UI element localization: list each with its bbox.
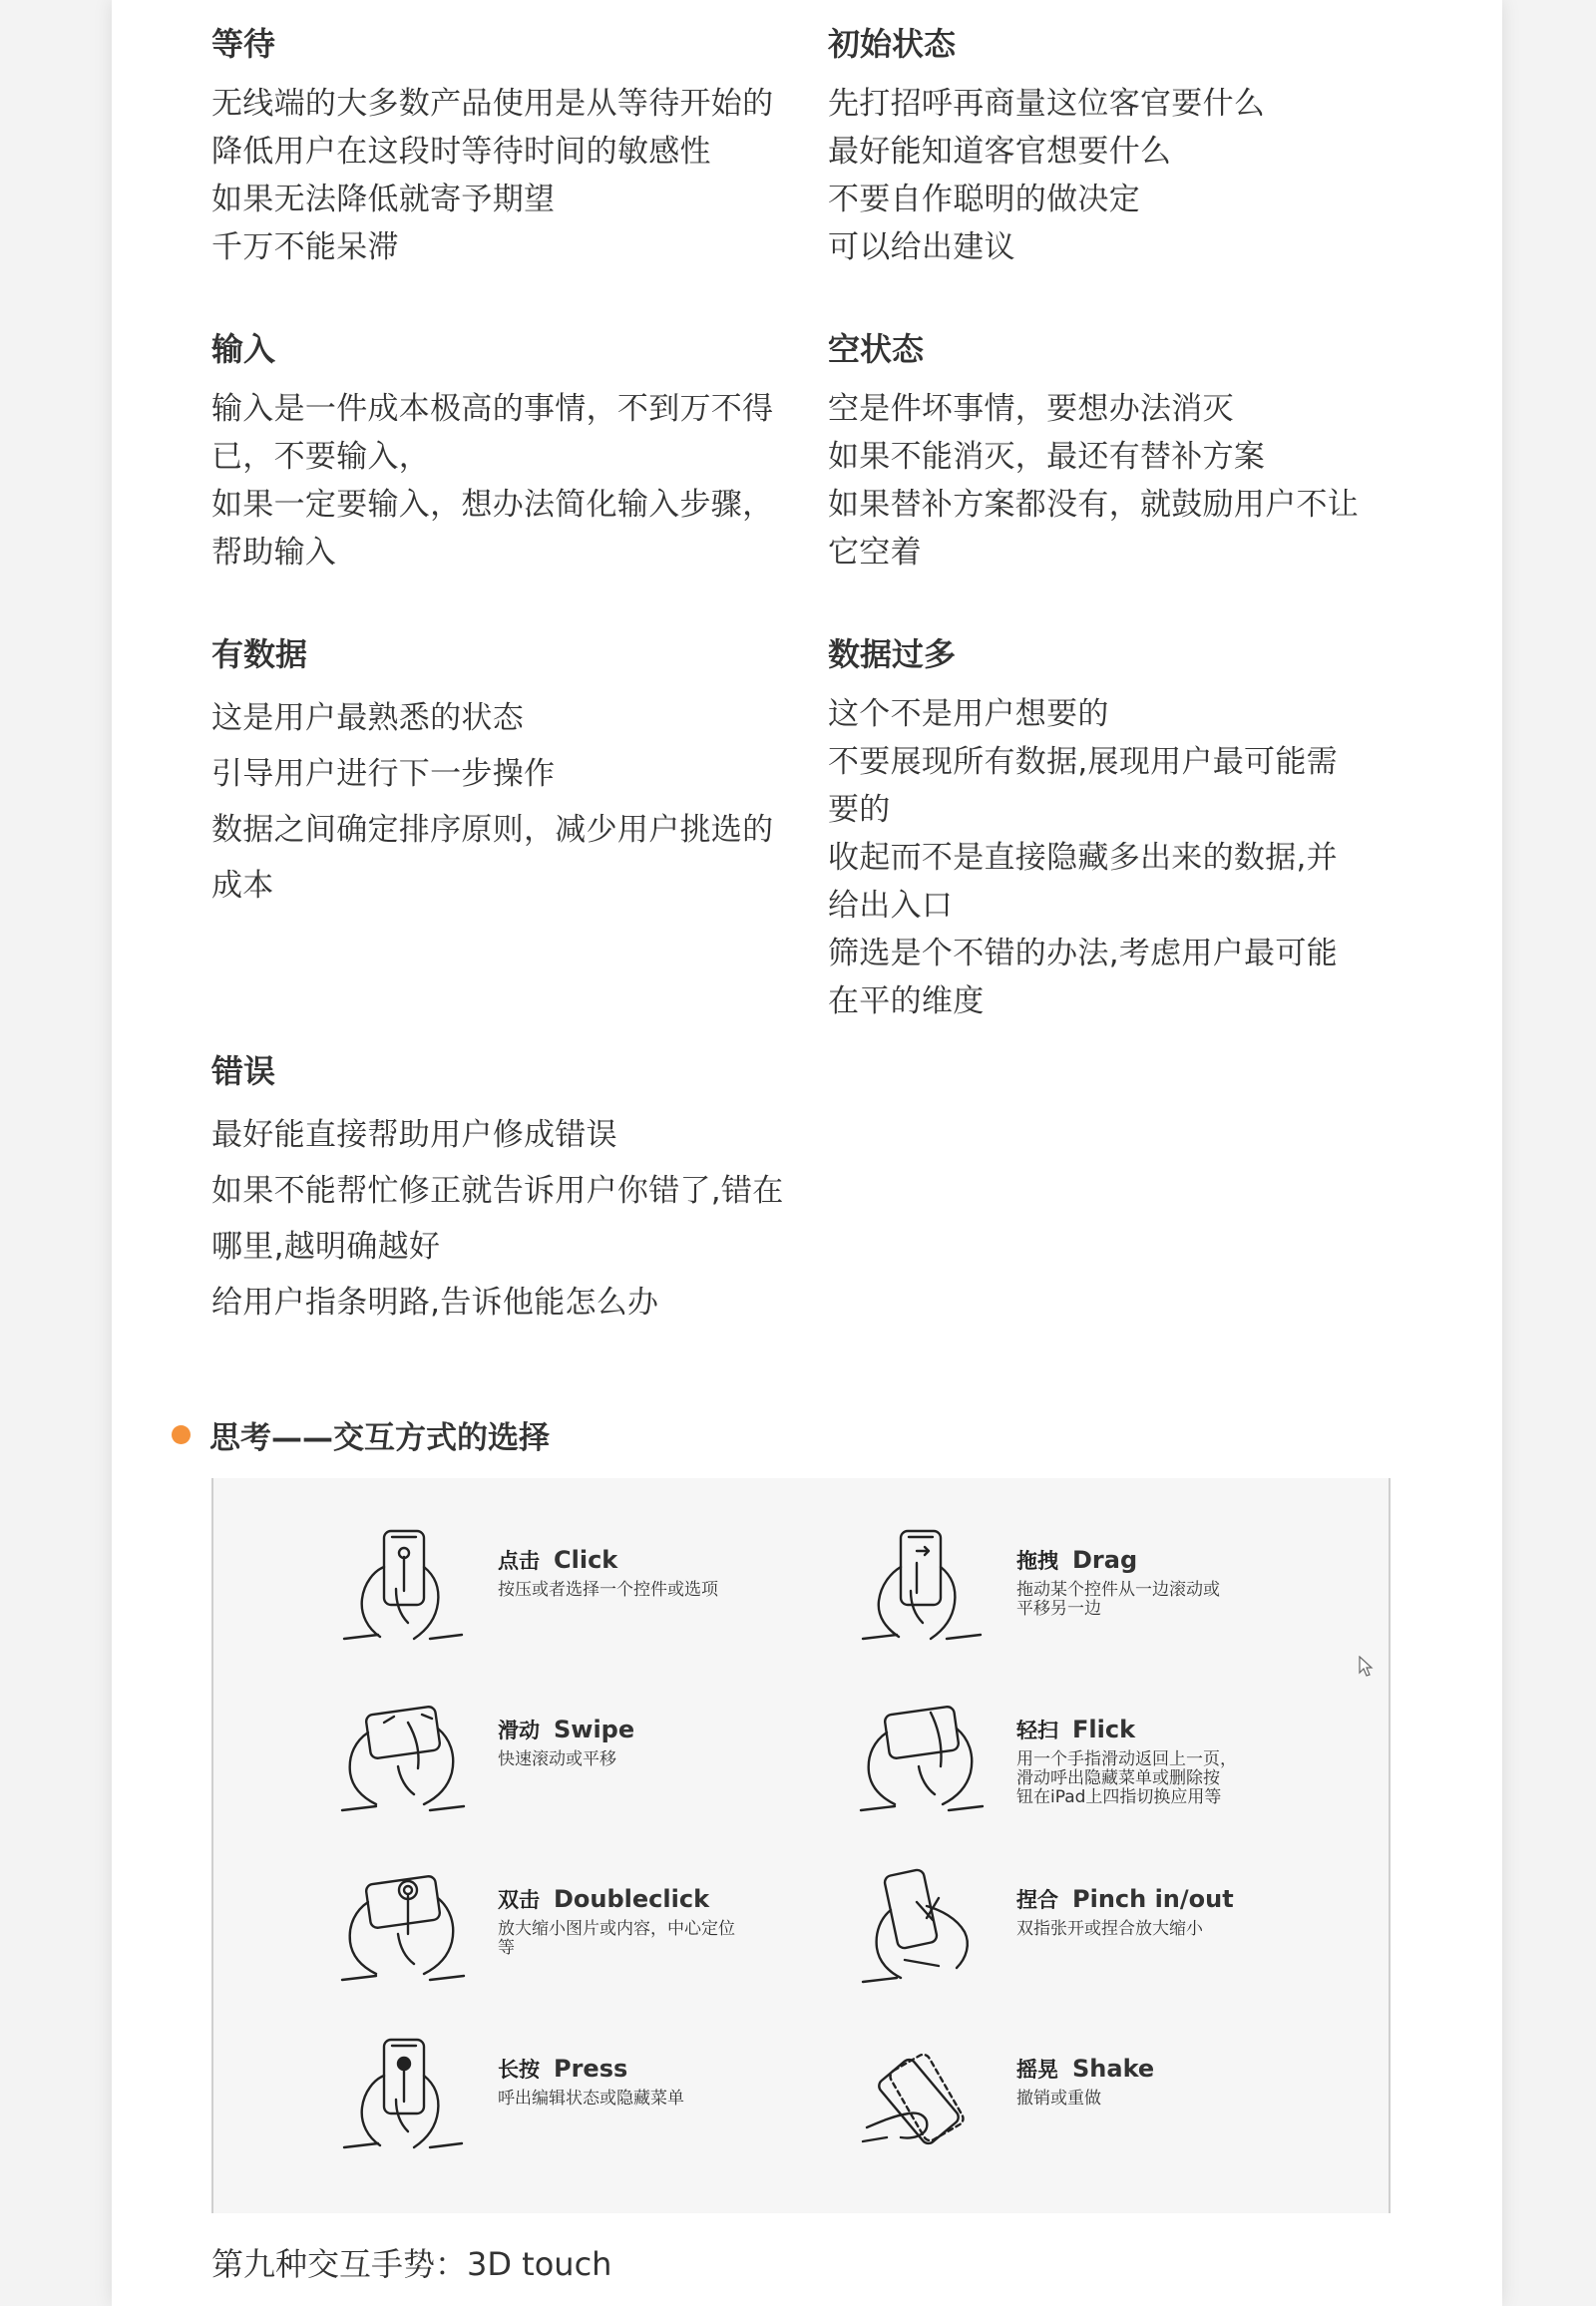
gesture-pinch	[857, 1862, 1376, 1992]
section-wait	[211, 24, 800, 271]
gesture-name-en: Flick	[1072, 1716, 1136, 1743]
bullet-dot-icon	[172, 1425, 191, 1444]
section-line: 引导用户进行下一步操作	[211, 756, 556, 792]
gesture-shake	[857, 2032, 1376, 2161]
gesture-name-en: Drag	[1072, 1546, 1138, 1574]
section-line: 帮助输入	[211, 535, 337, 571]
gesture-desc: 等	[498, 1938, 515, 1958]
section-line: 最好能直接帮助用户修成错误	[211, 1117, 617, 1153]
tap-hand-icon	[338, 1523, 468, 1653]
gesture-name-en: Press	[554, 2055, 628, 2083]
section-line: 最好能知道客官想要什么	[828, 134, 1172, 170]
shake-hand-icon	[857, 2032, 987, 2161]
gesture-illustration	[211, 1478, 1391, 2213]
section-line: 要的	[828, 792, 891, 828]
section-title: 等待	[211, 25, 276, 63]
section-too-much-data	[828, 634, 1416, 1025]
gesture-name-zh: 捏合	[1016, 1888, 1058, 1912]
section-line: 给用户指条明路,告诉他能怎么办	[211, 1285, 659, 1321]
section-line: 筛选是个不错的办法,考虑用户最可能	[828, 936, 1338, 971]
section-line: 无线端的大多数产品使用是从等待开始的	[211, 86, 774, 122]
section-line: 千万不能呆滞	[211, 229, 399, 265]
gesture-desc: 呼出编辑状态或隐藏菜单	[498, 2089, 684, 2109]
section-line: 空是件坏事情，要想办法消灭	[828, 391, 1234, 427]
gesture-name-zh: 轻扫	[1016, 1719, 1058, 1742]
double-tap-hand-icon	[338, 1862, 468, 1992]
gesture-name-en: Click	[554, 1546, 618, 1574]
section-line: 不要自作聪明的做决定	[828, 182, 1140, 217]
section-line: 在平的维度	[828, 983, 985, 1019]
thinking-heading-text: 思考——交互方式的选择	[209, 1420, 550, 1456]
gesture-name-en: Shake	[1072, 2055, 1155, 2083]
gesture-press	[338, 2032, 857, 2161]
gesture-desc: 按压或者选择一个控件或选项	[498, 1580, 718, 1600]
thinking-heading	[172, 1412, 550, 1457]
gesture-desc: 拖动某个控件从一边滚动或	[1016, 1580, 1220, 1600]
section-line: 不要展现所有数据,展现用户最可能需	[828, 744, 1338, 780]
section-line: 哪里,越明确越好	[211, 1229, 441, 1265]
gesture-name-zh: 点击	[498, 1549, 540, 1573]
gesture-drag	[857, 1523, 1376, 1653]
section-has-data	[211, 634, 800, 914]
section-title: 数据过多	[828, 635, 957, 673]
drag-hand-icon	[857, 1523, 987, 1653]
section-title: 空状态	[828, 330, 925, 368]
gesture-name-en: Swipe	[554, 1716, 635, 1743]
gesture-desc: 双指张开或捏合放大缩小	[1016, 1919, 1203, 1939]
gesture-name-en: Doubleclick	[554, 1885, 710, 1913]
gesture-name-zh: 拖拽	[1016, 1549, 1058, 1573]
press-hand-icon	[338, 2032, 468, 2161]
section-title: 初始状态	[828, 25, 957, 63]
gesture-doubleclick	[338, 1862, 857, 1992]
section-line: 可以给出建议	[828, 229, 1015, 265]
section-line: 如果无法降低就寄予期望	[211, 182, 556, 217]
section-line: 先打招呼再商量这位客官要什么	[828, 86, 1266, 122]
gesture-flick	[857, 1693, 1376, 1822]
section-line: 如果一定要输入，想办法简化输入步骤，	[211, 487, 774, 523]
gesture-desc: 平移另一边	[1016, 1599, 1101, 1619]
section-empty	[828, 329, 1416, 576]
section-line: 输入是一件成本极高的事情，不到万不得	[211, 391, 774, 427]
gesture-name-zh: 滑动	[498, 1719, 540, 1742]
section-line: 如果不能帮忙修正就告诉用户你错了,错在	[211, 1173, 784, 1209]
gesture-name-zh: 双击	[498, 1888, 540, 1912]
section-line: 这是用户最熟悉的状态	[211, 700, 524, 736]
pinch-hand-icon	[857, 1862, 987, 1992]
section-title: 错误	[211, 1052, 276, 1090]
section-line: 给出入口	[828, 888, 954, 924]
gesture-desc: 钮在iPad上四指切换应用等	[1016, 1787, 1222, 1807]
gesture-desc: 滑动呼出隐藏菜单或删除按	[1016, 1768, 1220, 1788]
section-line: 它空着	[828, 535, 922, 571]
gesture-desc: 撤销或重做	[1016, 2089, 1101, 2109]
section-line: 降低用户在这段时等待时间的敏感性	[211, 134, 711, 170]
gesture-name-en: Pinch in/out	[1072, 1885, 1234, 1913]
cursor-icon	[1359, 1656, 1375, 1678]
section-line: 如果替补方案都没有，就鼓励用户不让	[828, 487, 1360, 523]
section-line: 收起而不是直接隐藏多出来的数据,并	[828, 840, 1338, 876]
section-line: 这个不是用户想要的	[828, 696, 1109, 732]
section-title: 有数据	[211, 635, 308, 673]
section-line: 数据之间确定排序原则，减少用户挑选的	[211, 812, 774, 848]
gesture-desc: 用一个手指滑动返回上一页，	[1016, 1749, 1237, 1769]
flick-hand-icon	[857, 1693, 987, 1822]
gesture-click	[338, 1523, 857, 1653]
document-page	[112, 0, 1502, 2306]
gesture-swipe	[338, 1693, 857, 1822]
section-input	[211, 329, 800, 576]
section-line: 成本	[211, 868, 274, 904]
gesture-name-zh: 摇晃	[1016, 2058, 1058, 2082]
gesture-desc: 快速滚动或平移	[498, 1749, 616, 1769]
section-title: 输入	[211, 330, 276, 368]
section-error	[211, 1051, 800, 1331]
section-line: 已，不要输入，	[211, 439, 431, 475]
swipe-hand-icon	[338, 1693, 468, 1822]
gesture-name-zh: 长按	[498, 2058, 540, 2082]
footer-3d-touch: 第九种交互手势：3D touch	[211, 2245, 612, 2283]
section-initial	[828, 24, 1416, 271]
gesture-desc: 放大缩小图片或内容，中心定位	[498, 1919, 735, 1939]
section-line: 如果不能消灭，最还有替补方案	[828, 439, 1266, 475]
